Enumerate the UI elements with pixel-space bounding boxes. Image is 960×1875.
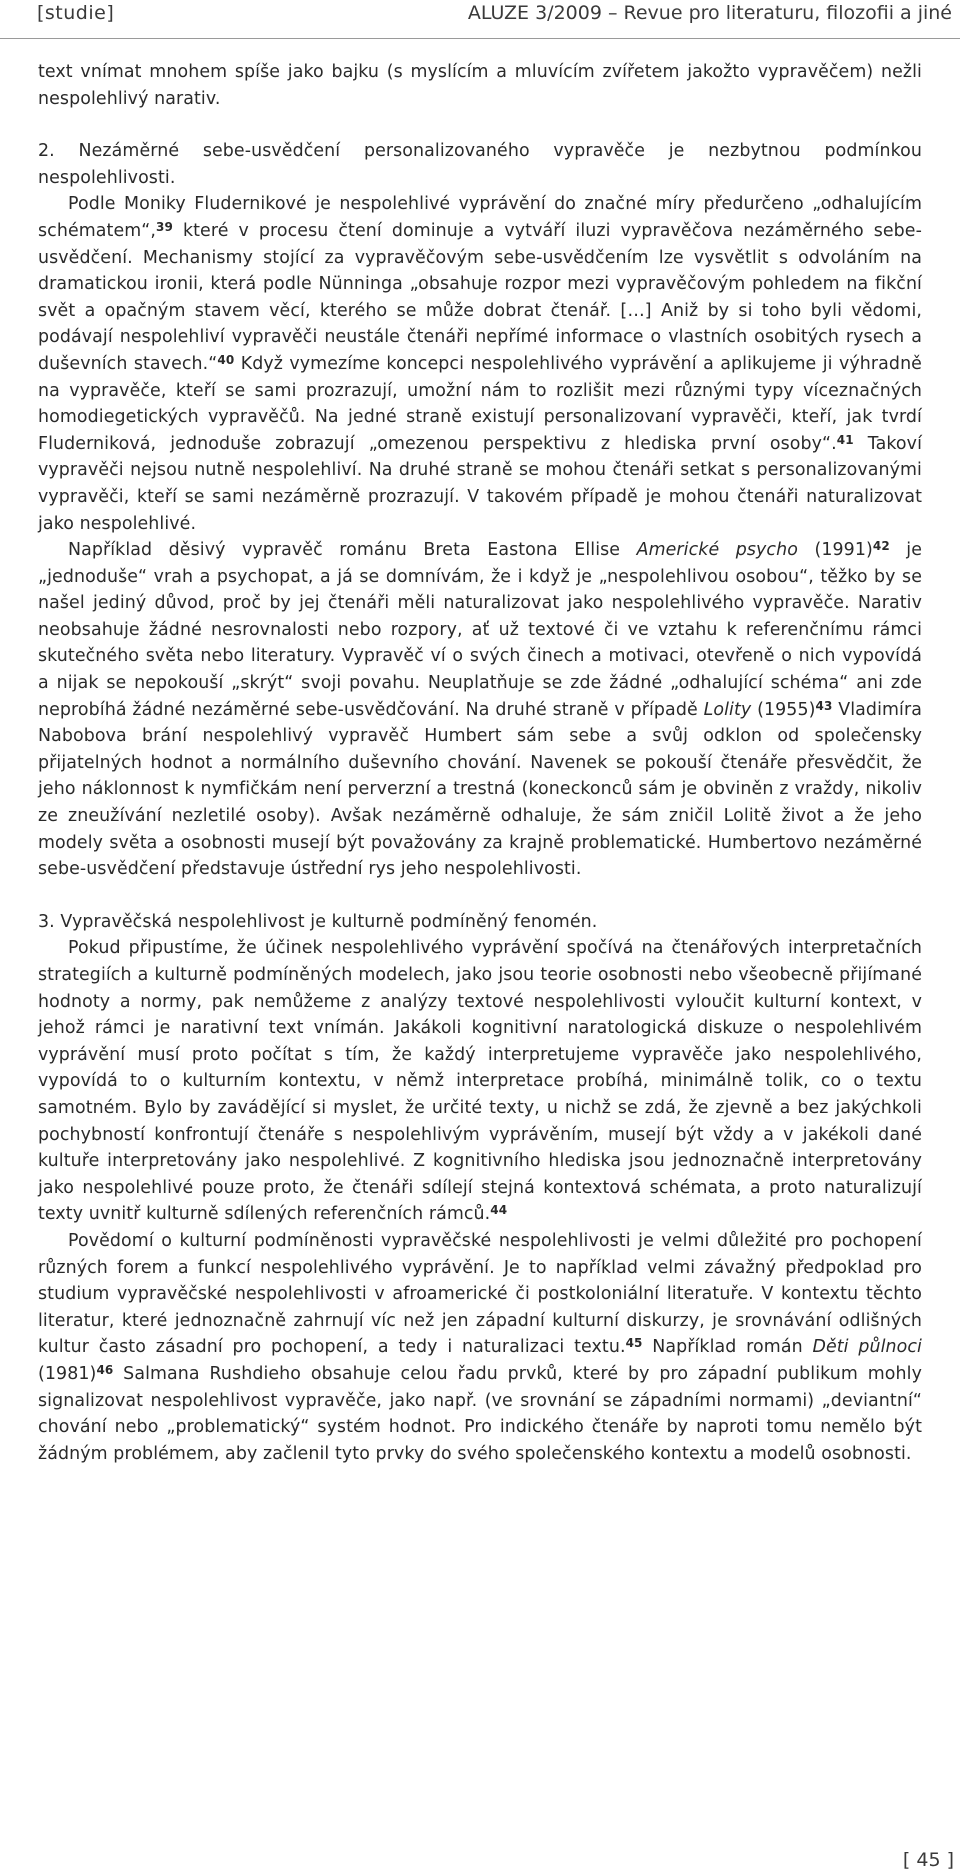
footnote-ref-46[interactable]: 46 (96, 1362, 114, 1377)
footnote-ref-39[interactable]: 39 (156, 219, 173, 234)
book-title-lolita: Lolity (703, 699, 752, 720)
paragraph-text: Takoví vypravěči nejsou nutně nespolehliví. Na druhé straně se mohou čtenáři setkat s personalizovanými vypravěči, kteří se sami nezáměrně prozrazují. V takovém případě je mohou čtenáři naturalizovat jako nespolehlivé. (38, 433, 922, 534)
paragraph-2b (38, 537, 922, 883)
paragraph-text: Například děsivý vypravěč románu Breta Eastona Ellise (68, 540, 637, 561)
paragraph-text: Vladimíra Nabobova brání nespolehlivý vypravěč Humbert sám sebe a svůj odklon od společensky přijatelných hodnot a normálního duševního chování. Navenek se pokouší čtenáře přesvědčit, že jeho náklonnost k nymfičkám není perverzní a trestná (koneckonců sám je obviněn z vraždy, nikoliv ze zneužívání nezletilé osoby). Avšak nezáměrně odhaluje, že sám zničil Lolitě život a že jeho modely světa a osobnosti musejí být považovány za krajně problematické. Humbertovo nezáměrné sebe-usvědčení představuje ústřední rys jeho nespolehlivosti. (38, 699, 922, 880)
paragraph-text: Pokud připustíme, že účinek nespolehlivého vyprávění spočívá na čtenářových interpretačních strategiích a kulturně podmíněných modelech, jako jsou teorie osobnosti nebo všeobecně přijímané hodnoty a normy, pak nemůžeme z analýzy textové nespolehlivosti vyloučit kulturní kontext, v jehož rámci je narativní text vnímán. Jakákoli kognitivní naratologická diskuze o nespolehlivém vyprávění musí proto počítat s tím, že každý interpretujeme vypravěče jako nespolehlivého, vypovídá to o kulturním kontextu, v němž interpretace probíhá, minimálně tolik, co o textu samotném. Bylo by zavádějící si myslet, že určité texty, u nichž se zdá, že zjevně a bez jakýchkoli pochybností konfrontují čtenáře s nespolehlivým vyprávěním, musejí být vždy a v jakékoli dané kultuře interpretovány jako nespolehlivé. Z kognitivního hlediska jsou jednoznačně interpretovány jako nespolehlivé pouze proto, že čtenáři sdílejí stejná kontextová schémata, a proto naturalizují texty uvnitř kulturně sdílených referenčních rámců. (38, 938, 922, 1225)
paragraph-text: Podle Moniky Fludernikové je nespolehlivé vyprávění do značné míry předurčeno „odhalujícím schématem“, (38, 194, 922, 241)
book-title-midnights-children: Děti půlnoci (812, 1337, 922, 1358)
paragraph-text: text vnímat mnohem spíše jako bajku (s myslícím a mluvícím zvířetem jakožto vypravěčem) nežli nespolehlivý narativ. (38, 62, 922, 109)
paragraph-3a (38, 935, 922, 1228)
paragraph-text: (1955) (751, 699, 816, 720)
heading-text: 2. Nezáměrné sebe-usvědčení personalizovaného vypravěče je nezbytnou podmínkou nespolehlivosti. (38, 141, 922, 188)
book-title-american-psycho: Americké psycho (636, 540, 798, 561)
footnote-ref-43[interactable]: 43 (815, 698, 833, 713)
section-label: [studie] (37, 2, 115, 24)
paragraph-text: Když vymezíme koncepci nespolehlivého vyprávění a aplikujeme ji výhradně na vypravěče, kteří se sami prozrazují, umožní nám to rozlišit mezi různými typy víceznačných homodiegetických vypravěčů. Na jedné straně existují personalizovaní vypravěči, kteří, jak tvrdí Fluderniková, jednoduše zobrazují „omezenou perspektivu z hlediska první osoby“. (38, 353, 922, 454)
paragraph-text: které v procesu čtení dominuje a vytváří iluzi vypravěčova nezáměrného sebe-usvědčení. Mechanismy stojící za vypravěčovým sebe-usvědčením lze vysvětlit s odvoláním na dramatickou ironii, která podle Nünninga „obsahuje rozpor mezi vypravěčovým pohledem na fikční svět a opačným stavem věcí, kterého se může dobrat čtenář. […] Aniž by si toho byli vědomi, podávají nespolehliví vypravěči neustále čtenáři nepřímé informace o vlastních osobitých rysech a duševních stavech.“ (38, 220, 922, 374)
article-body (38, 59, 922, 1467)
paragraph-text: (1991) (797, 540, 873, 561)
paragraph-intro (38, 59, 922, 112)
paragraph-text: Například román (642, 1337, 813, 1358)
heading-text: 3. Vypravěčská nespolehlivost je kulturně podmíněný fenomén. (38, 911, 598, 932)
paragraph-text: (1981) (38, 1363, 97, 1384)
paragraph-2a (38, 191, 922, 537)
footnote-ref-45[interactable]: 45 (625, 1336, 643, 1351)
footnote-ref-41[interactable]: 41 (836, 432, 854, 447)
header-divider (0, 38, 960, 39)
point-3-heading (38, 909, 922, 936)
paragraph-text: Povědomí o kulturní podmíněnosti vypravěčské nespolehlivosti je velmi důležité pro pochopení různých forem a funkcí nespolehlivého vyprávění. Je to například velmi závažný předpoklad pro studium vypravěčské nespolehlivosti v afroamerické či postkoloniální literatuře. V kontextu těchto literatur, které jednoznačně zahrnují víc než jen západní kulturní diskurzy, je srovnávání odlišných kultur často zásadní pro pochopení, a tedy i naturalizaci textu. (38, 1230, 922, 1358)
footnote-ref-44[interactable]: 44 (490, 1203, 508, 1218)
footnote-ref-40[interactable]: 40 (217, 352, 235, 367)
page-number: [ 45 ] (902, 1849, 954, 1871)
paragraph-text: Salmana Rushdieho obsahuje celou řadu prvků, které by pro západní publikum mohly signalizovat nespolehlivost vypravěče, jako např. (ve srovnání se západními normami) „deviantní“ chování nebo „problematický“ systém hodnot. Pro indického čtenáře by naproti tomu nemělo být žádným problémem, aby začlenil tyto prvky do svého společenského kontextu a modelů osobnosti. (38, 1363, 922, 1464)
journal-title: ALUZE 3/2009 – Revue pro literaturu, filozofii a jiné (467, 2, 952, 24)
paragraph-3b (38, 1228, 922, 1467)
paragraph-text: je „jednoduše“ vrah a psychopat, a já se domnívám, že i když je „nespolehlivou osobou“, těžko by se našel jediný důvod, proč by jej čtenáři měli naturalizovat jako nespolehlivého vypravěče. Narativ neobsahuje žádné nesrovnalosti nebo rozpory, ať už textové či ve vztahu k referenčnímu rámci skutečného světa nebo literatury. Vypravěč ví o svých činech a motivaci, otevřeně o nich vypovídá a nijak se nepokouší „skrýt“ svoji povahu. Neuplatňuje se zde žádné „odhalující schéma“ ani zde neprobíhá žádné nezáměrné sebe-usvědčování. Na druhé straně v případě (38, 540, 922, 720)
point-2-heading (38, 138, 922, 191)
footnote-ref-42[interactable]: 42 (872, 539, 890, 554)
running-header (0, 0, 960, 30)
